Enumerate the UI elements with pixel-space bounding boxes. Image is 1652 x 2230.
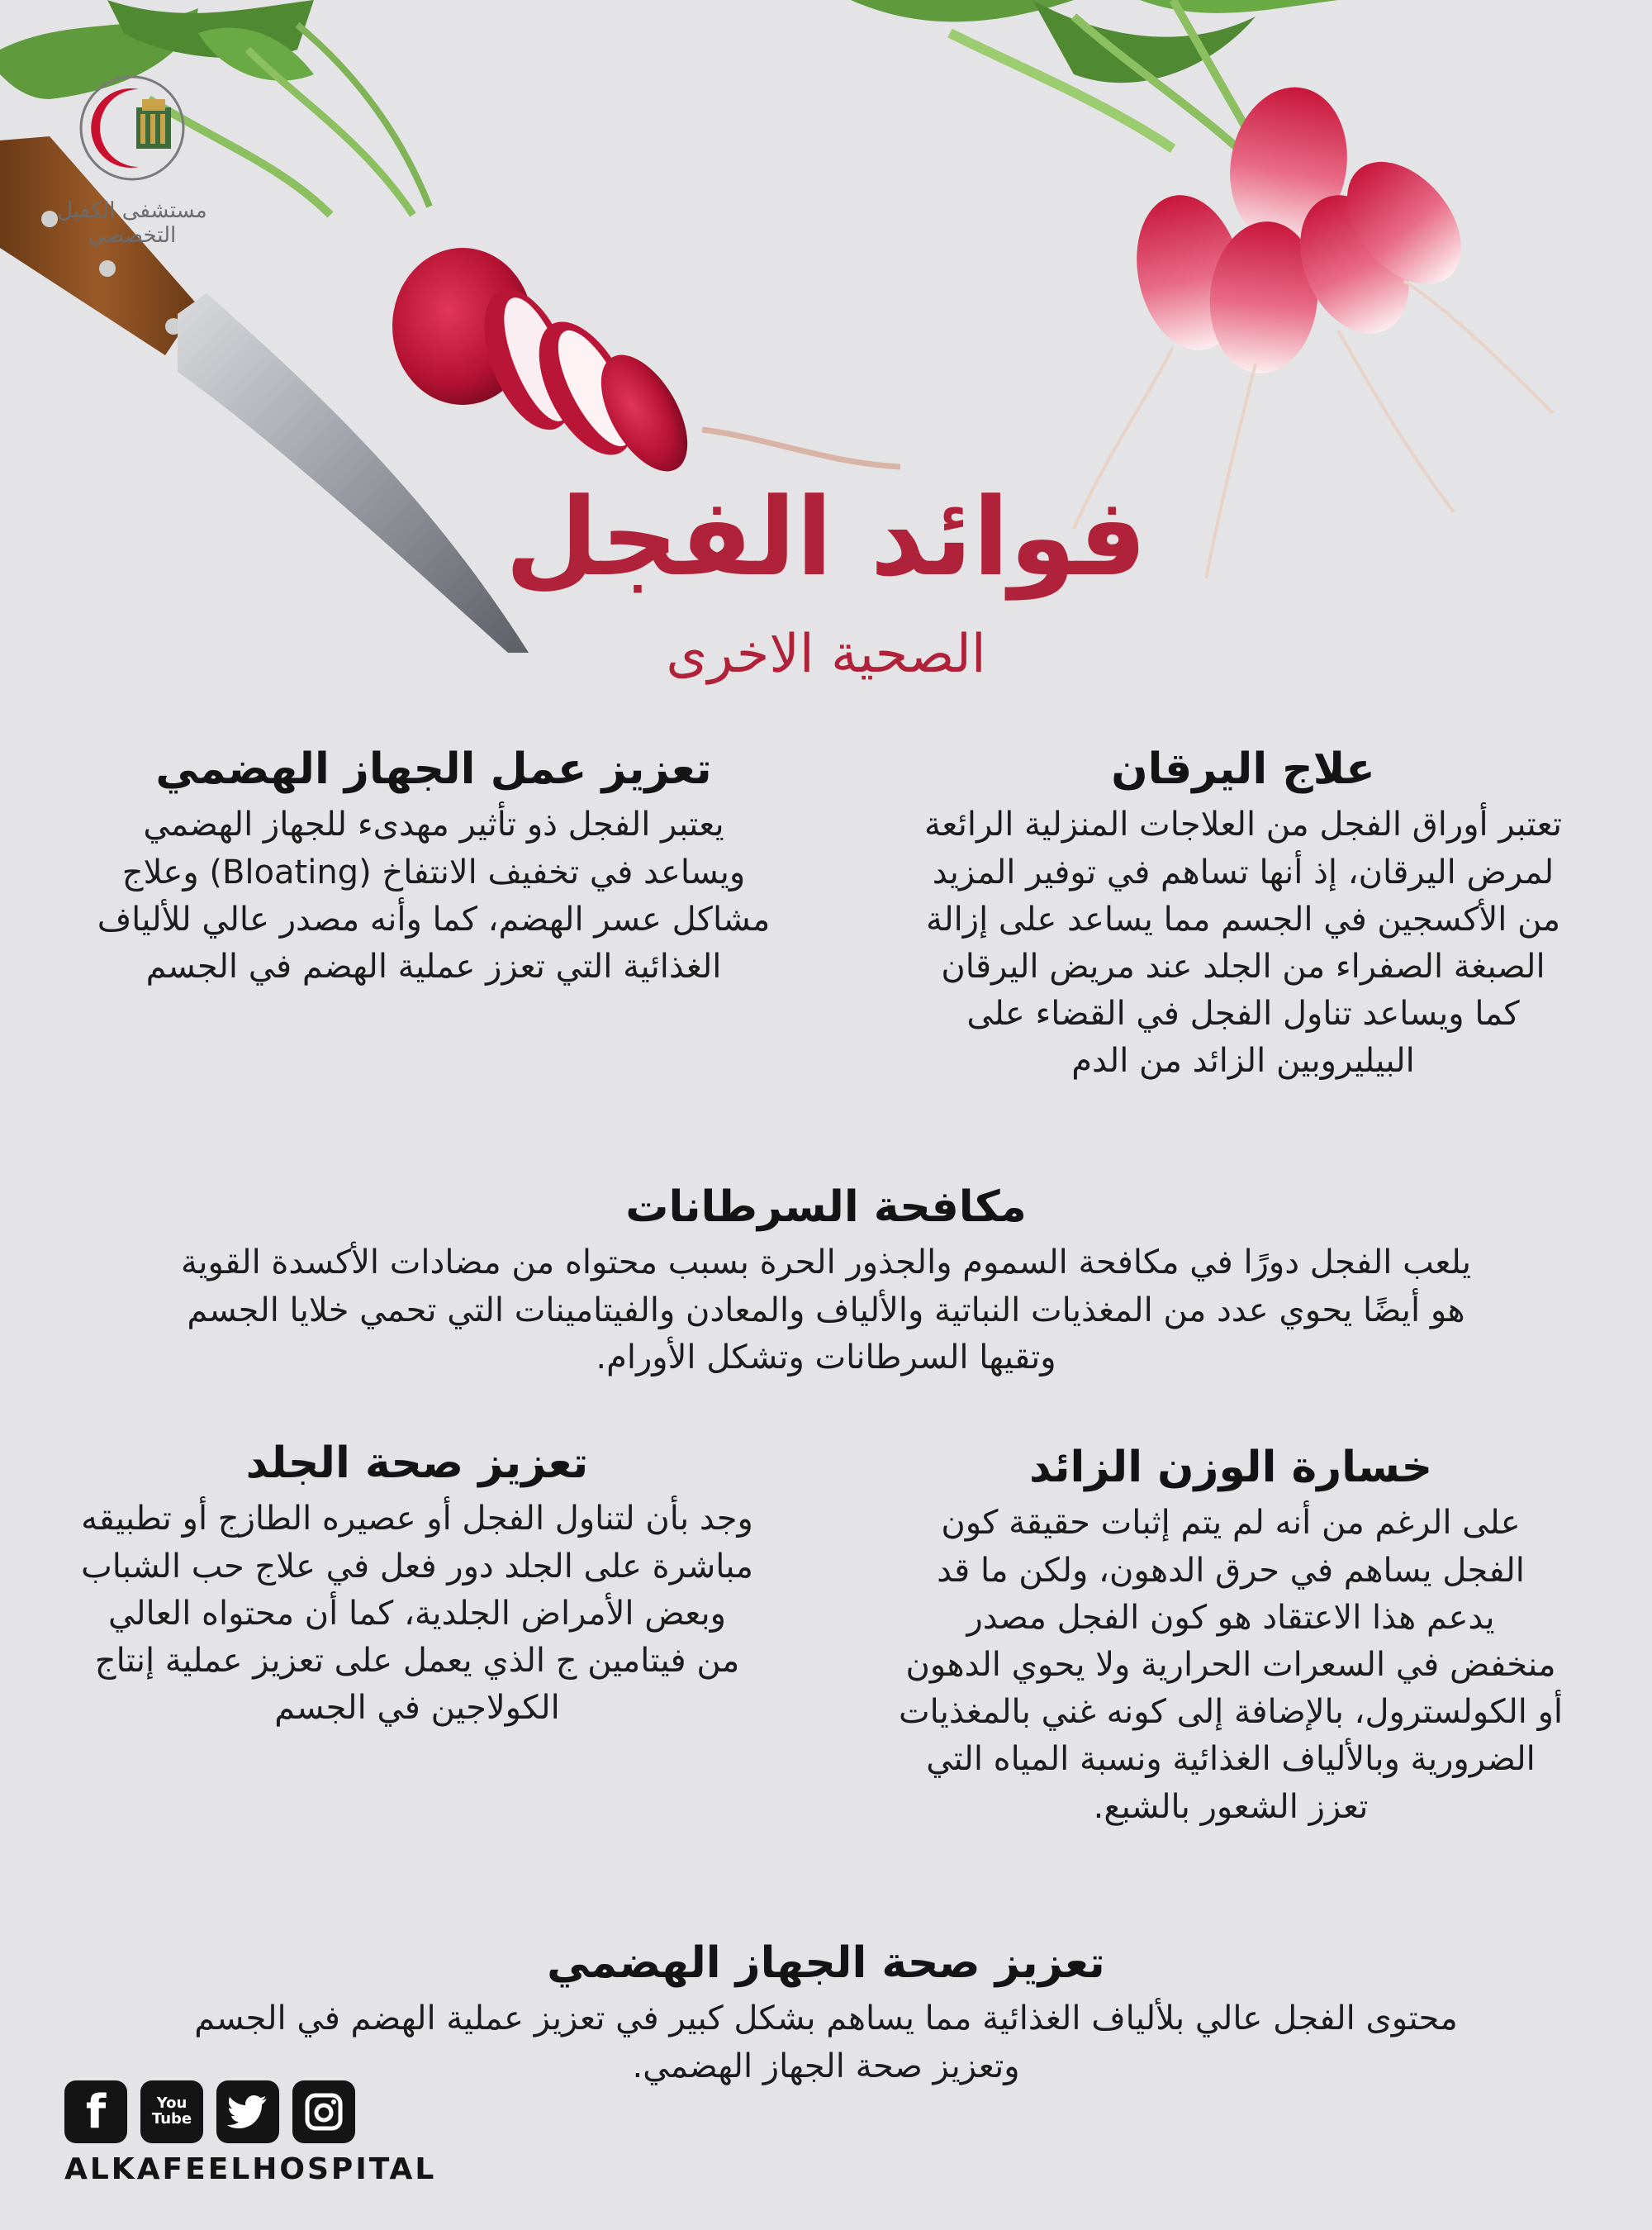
page-subtitle: الصحية الاخرى <box>666 624 986 685</box>
instagram-icon[interactable] <box>292 2080 355 2143</box>
youtube-icon[interactable] <box>140 2080 203 2143</box>
section-skin-health <box>8 1438 826 1732</box>
body-line: وجد بأن لتناول الفجل أو عصيره الطازج أو تطبيقه <box>81 1500 753 1538</box>
body-line: وتقيها السرطانات وتشكل الأورام. <box>596 1338 1056 1377</box>
section-body <box>851 801 1635 1085</box>
section-heading: علاج اليرقان <box>1111 744 1375 794</box>
body-line: تعتبر أوراق الفجل من العلاجات المنزلية الرائعة <box>923 806 1562 844</box>
body-line: هو أيضًا يحوي عدد من المغذيات النباتية والألياف والمعادن والفيتامينات التي تحمي خلايا الجسم <box>187 1291 1465 1329</box>
section-jaundice <box>851 744 1635 1086</box>
section-body <box>21 801 847 991</box>
youtube-icon-text-top: You <box>156 2094 188 2113</box>
body-line: يلعب الفجل دورًا في مكافحة السموم والجذور الحرة بسبب محتواه من مضادات الأكسدة القوية <box>180 1243 1472 1282</box>
section-heading: تعزيز عمل الجهاز الهضمي <box>155 744 712 794</box>
section-cancer <box>12 1182 1640 1381</box>
youtube-icon-text-bottom: Tube <box>151 2110 192 2128</box>
social-links <box>64 2080 370 2147</box>
section-weight-loss <box>818 1442 1644 1831</box>
section-heading: تعزيز صحة الجلد <box>245 1438 589 1488</box>
body-line: على الرغم من أنه لم يتم إثبات حقيقة كون <box>941 1504 1521 1543</box>
body-line: لمرض اليرقان، إذ أنها تساهم في توفير المزيد <box>932 853 1555 892</box>
sliced-radish <box>392 248 900 486</box>
logo-tagline: مستشفى الكفيل التخصصي <box>57 198 207 248</box>
body-line: تعزز الشعور بالشبع. <box>1093 1787 1369 1826</box>
body-line: يدعم هذا الاعتقاد هو كون الفجل مصدر <box>966 1598 1495 1637</box>
facebook-icon[interactable]: f <box>64 2080 127 2143</box>
instagram-camera-glyph <box>304 2092 344 2132</box>
body-line: يعتبر الفجل ذو تأثير مهدىء للجهاز الهضمي <box>143 806 724 844</box>
section-body <box>8 1495 826 1732</box>
section-digestive-function <box>21 744 847 991</box>
body-line: أو الكولسترول، بالإضافة إلى كونه غني بالمغذيات <box>898 1693 1564 1732</box>
section-body <box>17 1995 1635 2090</box>
body-line: محتوى الفجل عالي بلألياف الغذائية مما يساهم بشكل كبير في تعزيز عملية الهضم في الجسم <box>194 1999 1458 2038</box>
section-heading: خسارة الوزن الزائد <box>1028 1443 1433 1492</box>
section-body <box>12 1239 1640 1381</box>
body-line: وبعض الأمراض الجلدية، كما أن محتواه العالي <box>108 1594 726 1633</box>
page-title: فوائد الفجل <box>505 474 1147 600</box>
body-line: الضرورية وبالألياف الغذائية ونسبة المياه التي <box>926 1740 1536 1779</box>
body-line: البيليروبين الزائد من الدم <box>1071 1042 1415 1081</box>
body-line: الغذائية التي تعزز عملية الهضم في الجسم <box>145 947 722 986</box>
body-line: من فيتامين ج الذي يعمل على تعزيز عملية إنتاج <box>94 1641 740 1680</box>
section-heading: مكافحة السرطانات <box>625 1182 1027 1232</box>
section-heading: تعزيز صحة الجهاز الهضمي <box>547 1938 1105 1988</box>
body-line: منخفض في السعرات الحرارية ولا يحوي الدهون <box>905 1645 1556 1684</box>
body-line: مباشرة على الجلد دور فعل في علاج حب الشباب <box>81 1547 753 1586</box>
body-line: الكولاجين في الجسم <box>274 1689 560 1728</box>
body-line: الفجل يساهم في حرق الدهون، ولكن ما قد <box>937 1551 1525 1590</box>
twitter-bird-glyph <box>227 2094 268 2129</box>
body-line: الصبغة الصفراء من الجلد عند مريض اليرقان <box>941 947 1545 986</box>
twitter-icon[interactable] <box>216 2080 279 2143</box>
section-digestive-health <box>17 1938 1635 2090</box>
body-line: كما ويساعد تناول الفجل في القضاء على <box>966 995 1520 1034</box>
body-line: مشاكل عسر الهضم، كما وأنه مصدر عالي للألياف <box>97 900 771 939</box>
body-line: وتعزيز صحة الجهاز الهضمي. <box>632 2047 1020 2085</box>
body-line: من الأكسجين في الجسم مما يساعد على إزالة <box>926 900 1560 939</box>
body-line: ويساعد في تخفيف الانتفاخ (Bloating) وعلاج <box>121 853 746 892</box>
brand-handle: ALKAFEELHOSPITAL <box>64 2152 437 2186</box>
section-body <box>818 1500 1644 1830</box>
